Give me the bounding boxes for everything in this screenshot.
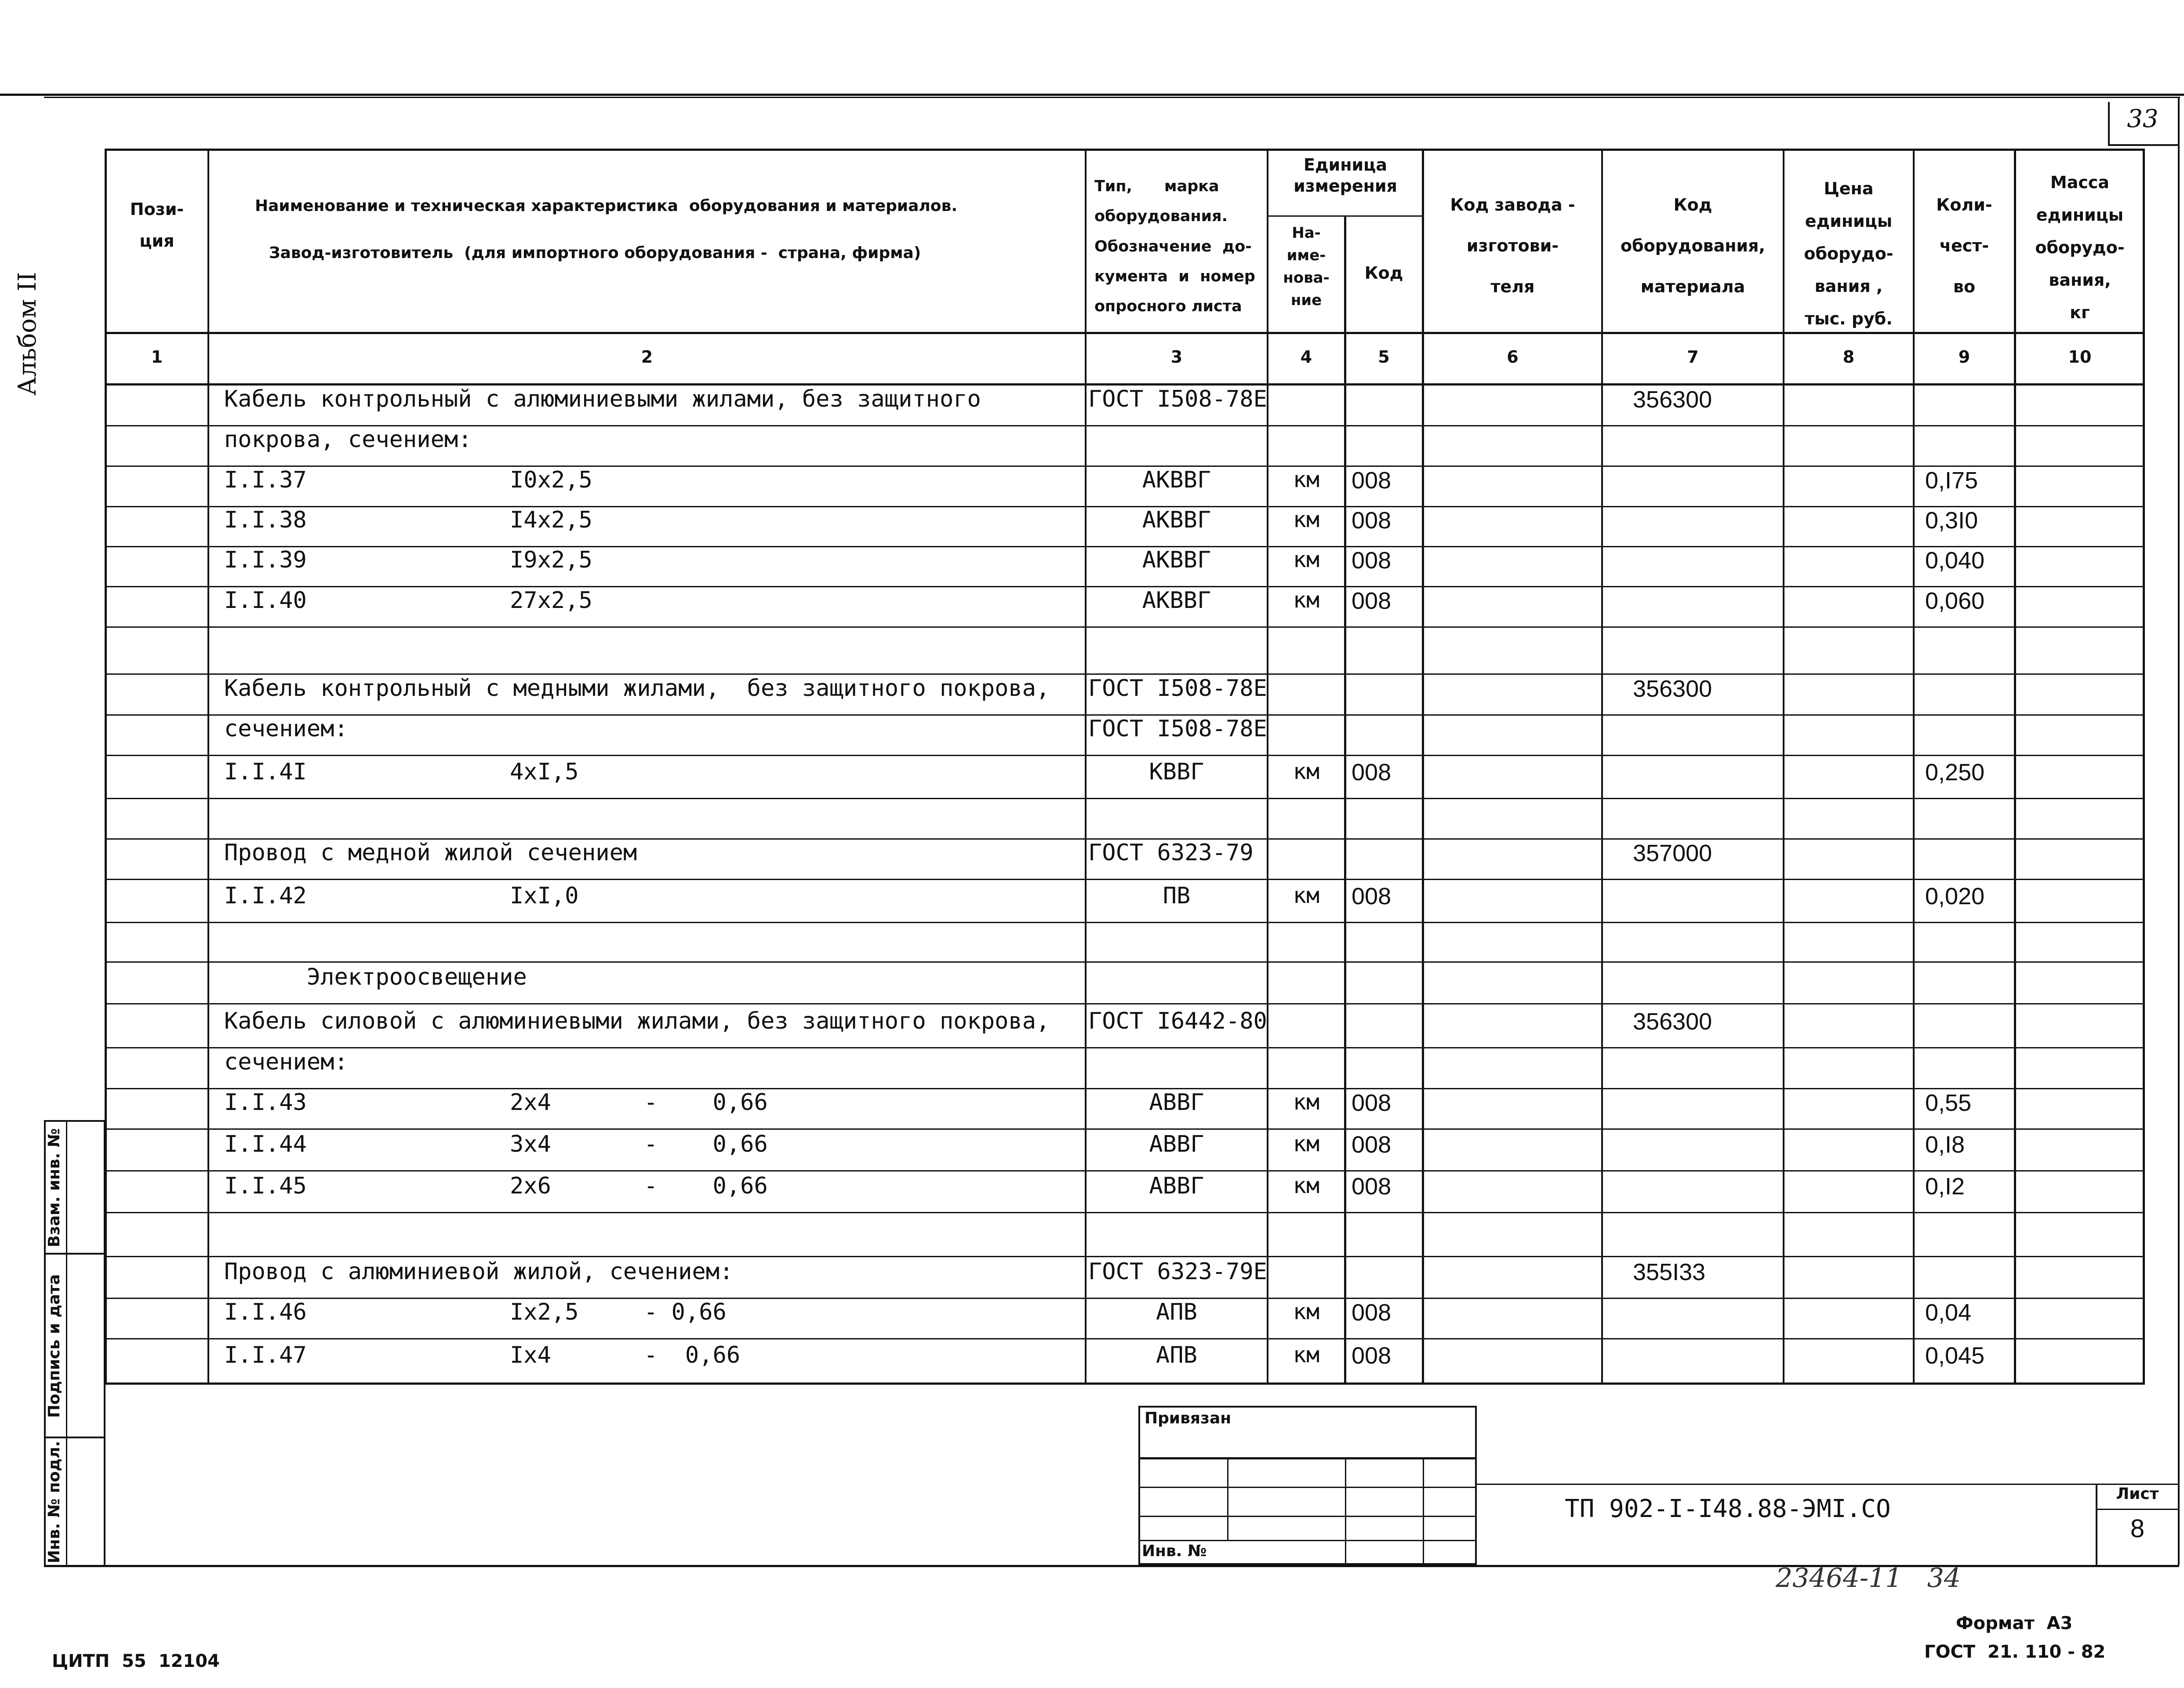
row-doc: АПВ	[1156, 1299, 1197, 1325]
unit-subheader-line	[1267, 215, 1424, 217]
row-name: Провод с медной жилой сечением	[224, 840, 637, 866]
row-doc: АКВВГ	[1142, 587, 1211, 614]
table-row-line	[105, 755, 2145, 756]
row-unit-code: 008	[1352, 883, 1392, 909]
header-material-code: Код оборудования, материала	[1621, 195, 1765, 297]
row-name: Провод с алюминиевой жилой, сечением:	[224, 1259, 734, 1285]
row-size: I4x2,5	[510, 507, 592, 533]
row-material-code: 356300	[1633, 386, 1712, 413]
list-label: Лист	[2116, 1485, 2159, 1503]
row-quantity: 0,I2	[1925, 1173, 1965, 1200]
row-doc: ГОСТ 6323-79	[1088, 840, 1254, 866]
row-doc: АКВВГ	[1142, 507, 1211, 533]
row-voltage: - 0,66	[644, 1342, 741, 1368]
row-voltage: - 0,66	[644, 1173, 768, 1199]
row-doc: ПВ	[1163, 883, 1191, 909]
row-size: 2x6	[510, 1173, 551, 1199]
frame-right	[2178, 97, 2180, 1565]
row-unit-code: 008	[1352, 588, 1392, 614]
row-unit: км	[1293, 507, 1320, 532]
row-unit: км	[1293, 587, 1320, 613]
row-name: Кабель контрольный с алюминиевыми жилами, без защитного	[224, 386, 981, 412]
row-name: I.I.39	[224, 547, 307, 573]
header-unit-name: На- име- нова- ние	[1283, 224, 1330, 309]
table-row-line	[105, 1338, 2145, 1339]
privyazan-line-3	[1138, 1516, 1477, 1517]
column-number-6: 6	[1507, 347, 1519, 367]
header-unit: Единица измерения	[1294, 155, 1397, 196]
row-voltage: - 0,66	[644, 1131, 768, 1157]
row-doc: ГОСТ I508-78Е	[1088, 716, 1267, 742]
row-size: 4xI,5	[510, 759, 579, 785]
row-quantity: 0,3I0	[1925, 507, 1978, 534]
list-number: 8	[2130, 1514, 2145, 1543]
row-size: I9x2,5	[510, 547, 592, 573]
header-maker-code: Код завода - изготови- теля	[1450, 195, 1575, 297]
privyazan-line-1	[1138, 1457, 1477, 1459]
row-unit: км	[1293, 883, 1320, 908]
inner-frame-top	[44, 97, 2180, 98]
row-unit: км	[1293, 759, 1320, 784]
title-block-top-line	[1477, 1484, 2179, 1485]
row-quantity: 0,020	[1925, 883, 1985, 909]
side-stamp-inner	[66, 1120, 67, 1567]
top-border-line	[0, 94, 2184, 96]
column-number-5: 5	[1378, 347, 1390, 367]
privyazan-vline-1	[1227, 1457, 1228, 1540]
row-name: I.I.47	[224, 1342, 307, 1368]
row-name: сечением:	[224, 1049, 348, 1075]
row-name: I.I.42	[224, 883, 307, 909]
row-name: I.I.43	[224, 1089, 307, 1116]
column-number-8: 8	[1842, 347, 1855, 367]
table-row-line	[105, 798, 2145, 799]
row-quantity: 0,I8	[1925, 1131, 1965, 1158]
row-quantity: 0,04	[1925, 1299, 1972, 1326]
row-unit: км	[1293, 547, 1320, 572]
row-name: I.I.40	[224, 587, 307, 614]
row-material-code: 355I33	[1633, 1259, 1706, 1285]
row-unit-code: 008	[1352, 507, 1392, 534]
privyazan-label: Привязан	[1145, 1409, 1232, 1427]
row-doc: АВВГ	[1149, 1173, 1204, 1199]
row-doc: АВВГ	[1149, 1131, 1204, 1157]
table-row-line	[105, 879, 2145, 880]
row-unit-code: 008	[1352, 467, 1392, 494]
row-size: Ix2,5	[510, 1299, 579, 1325]
row-unit-code: 008	[1352, 547, 1392, 574]
row-size: 2x4	[510, 1089, 551, 1116]
row-unit: км	[1293, 1089, 1320, 1115]
privyazan-vline-3	[1423, 1457, 1424, 1565]
row-voltage: - 0,66	[644, 1089, 768, 1116]
table-row-line	[105, 922, 2145, 923]
row-quantity: 0,060	[1925, 588, 1985, 614]
row-doc: КВВГ	[1149, 759, 1204, 785]
row-unit-code: 008	[1352, 1131, 1392, 1158]
row-unit: км	[1293, 467, 1320, 492]
column-number-7: 7	[1687, 347, 1699, 367]
row-material-code: 356300	[1633, 1008, 1712, 1035]
side-label-podpis: Подпись и дата	[45, 1274, 63, 1418]
row-name: Кабель контрольный с медными жилами, без защитного покрова,	[224, 675, 1050, 702]
col-line-4	[1344, 215, 1346, 1385]
table-row-line	[105, 1128, 2145, 1130]
row-name: I.I.44	[224, 1131, 307, 1157]
header-unit-code: Код	[1364, 263, 1403, 283]
row-size: 27x2,5	[510, 587, 592, 614]
footer-format: Формат А3	[1956, 1613, 2073, 1633]
side-stamp-line-2	[44, 1253, 105, 1255]
row-name: покрова, сечением:	[224, 426, 472, 453]
table-row-line	[105, 1256, 2145, 1257]
row-doc: ГОСТ I508-78Е	[1088, 675, 1267, 702]
row-unit: км	[1293, 1342, 1320, 1368]
header-type: Тип, марка оборудования. Обозначение до- кумента и номер опросного листа	[1094, 178, 1255, 315]
row-name: I.I.38	[224, 507, 307, 533]
row-doc: АКВВГ	[1142, 467, 1211, 493]
side-label-inv-podl: Инв. № подл.	[45, 1441, 63, 1564]
album-label: Альбом II	[13, 272, 42, 396]
row-name: I.I.4I	[224, 759, 307, 785]
row-quantity: 0,045	[1925, 1342, 1985, 1369]
row-unit: км	[1293, 1173, 1320, 1198]
row-unit-code: 008	[1352, 1342, 1392, 1369]
header-quantity: Коли- чест- во	[1936, 195, 1992, 297]
column-number-1: 1	[151, 347, 163, 367]
row-quantity: 0,55	[1925, 1090, 1972, 1116]
header-name-line2: Завод-изготовитель (для импортного оборудования - страна, фирма)	[269, 244, 921, 262]
row-size: Ix4	[510, 1342, 551, 1368]
header-mass: Масса единицы оборудо- вания, кг	[2035, 173, 2125, 323]
table-row-line	[105, 1003, 2145, 1004]
row-doc: ГОСТ 6323-79Е	[1088, 1259, 1267, 1285]
privyazan-line-2	[1138, 1487, 1477, 1488]
row-name: I.I.45	[224, 1173, 307, 1199]
row-unit-code: 008	[1352, 759, 1392, 786]
table-row-line	[105, 961, 2145, 963]
column-number-9: 9	[1958, 347, 1970, 367]
number-row-bottom-line	[105, 383, 2145, 386]
row-name: I.I.46	[224, 1299, 307, 1325]
table-row-line	[105, 1170, 2145, 1171]
side-label-vzam: Взам. инв. №	[45, 1128, 63, 1248]
footer-citp: ЦИТП 55 12104	[52, 1651, 220, 1671]
row-name: сечением:	[224, 716, 348, 742]
column-number-3: 3	[1170, 347, 1183, 367]
table-row-line	[105, 626, 2145, 628]
table-row-line	[105, 1212, 2145, 1213]
row-doc: АПВ	[1156, 1342, 1197, 1368]
row-size: IxI,0	[510, 883, 579, 909]
row-doc: АКВВГ	[1142, 547, 1211, 573]
row-name: Электроосвещение	[224, 964, 527, 990]
row-name: I.I.37	[224, 467, 307, 493]
row-doc: АВВГ	[1149, 1089, 1204, 1116]
row-unit: км	[1293, 1131, 1320, 1157]
row-voltage: - 0,66	[644, 1299, 727, 1325]
row-size: 3x4	[510, 1131, 551, 1157]
column-number-4: 4	[1300, 347, 1312, 367]
column-number-2: 2	[641, 347, 653, 367]
row-unit-code: 008	[1352, 1090, 1392, 1116]
inv-no-label: Инв. №	[1142, 1542, 1207, 1560]
row-doc: ГОСТ I6442-80	[1088, 1008, 1267, 1034]
row-unit: км	[1293, 1299, 1320, 1324]
sheet-corner-number: 33	[2127, 105, 2159, 133]
header-price: Цена единицы оборудо- вания , тыс. руб.	[1804, 179, 1893, 329]
header-name-line1: Наименование и техническая характеристика оборудования и материалов.	[255, 197, 957, 215]
row-name: Кабель силовой с алюминиевыми жилами, без защитного покрова,	[224, 1008, 1050, 1034]
table-row-line	[105, 673, 2145, 675]
row-doc: ГОСТ I508-78Е	[1088, 386, 1267, 412]
column-number-10: 10	[2068, 347, 2092, 367]
privyazan-line-4	[1138, 1540, 1477, 1541]
row-size: I0x2,5	[510, 467, 592, 493]
row-material-code: 356300	[1633, 676, 1712, 702]
footer-gost: ГОСТ 21. 110 - 82	[1924, 1642, 2106, 1662]
side-stamp-line-1	[44, 1120, 105, 1122]
header-position: Пози- ция	[130, 200, 184, 251]
privyazan-vline-2	[1345, 1457, 1346, 1565]
handwritten-number: 23464-11 34	[1776, 1563, 1961, 1593]
document-code: ТП 902-I-I48.88-ЭМI.СО	[1565, 1495, 1891, 1523]
list-box-divider	[2096, 1509, 2179, 1510]
row-quantity: 0,I75	[1925, 467, 1978, 494]
row-quantity: 0,250	[1925, 759, 1985, 786]
row-unit-code: 008	[1352, 1173, 1392, 1200]
row-quantity: 0,040	[1925, 547, 1985, 574]
table-row-line	[105, 1047, 2145, 1048]
row-material-code: 357000	[1633, 840, 1712, 866]
row-unit-code: 008	[1352, 1299, 1392, 1326]
